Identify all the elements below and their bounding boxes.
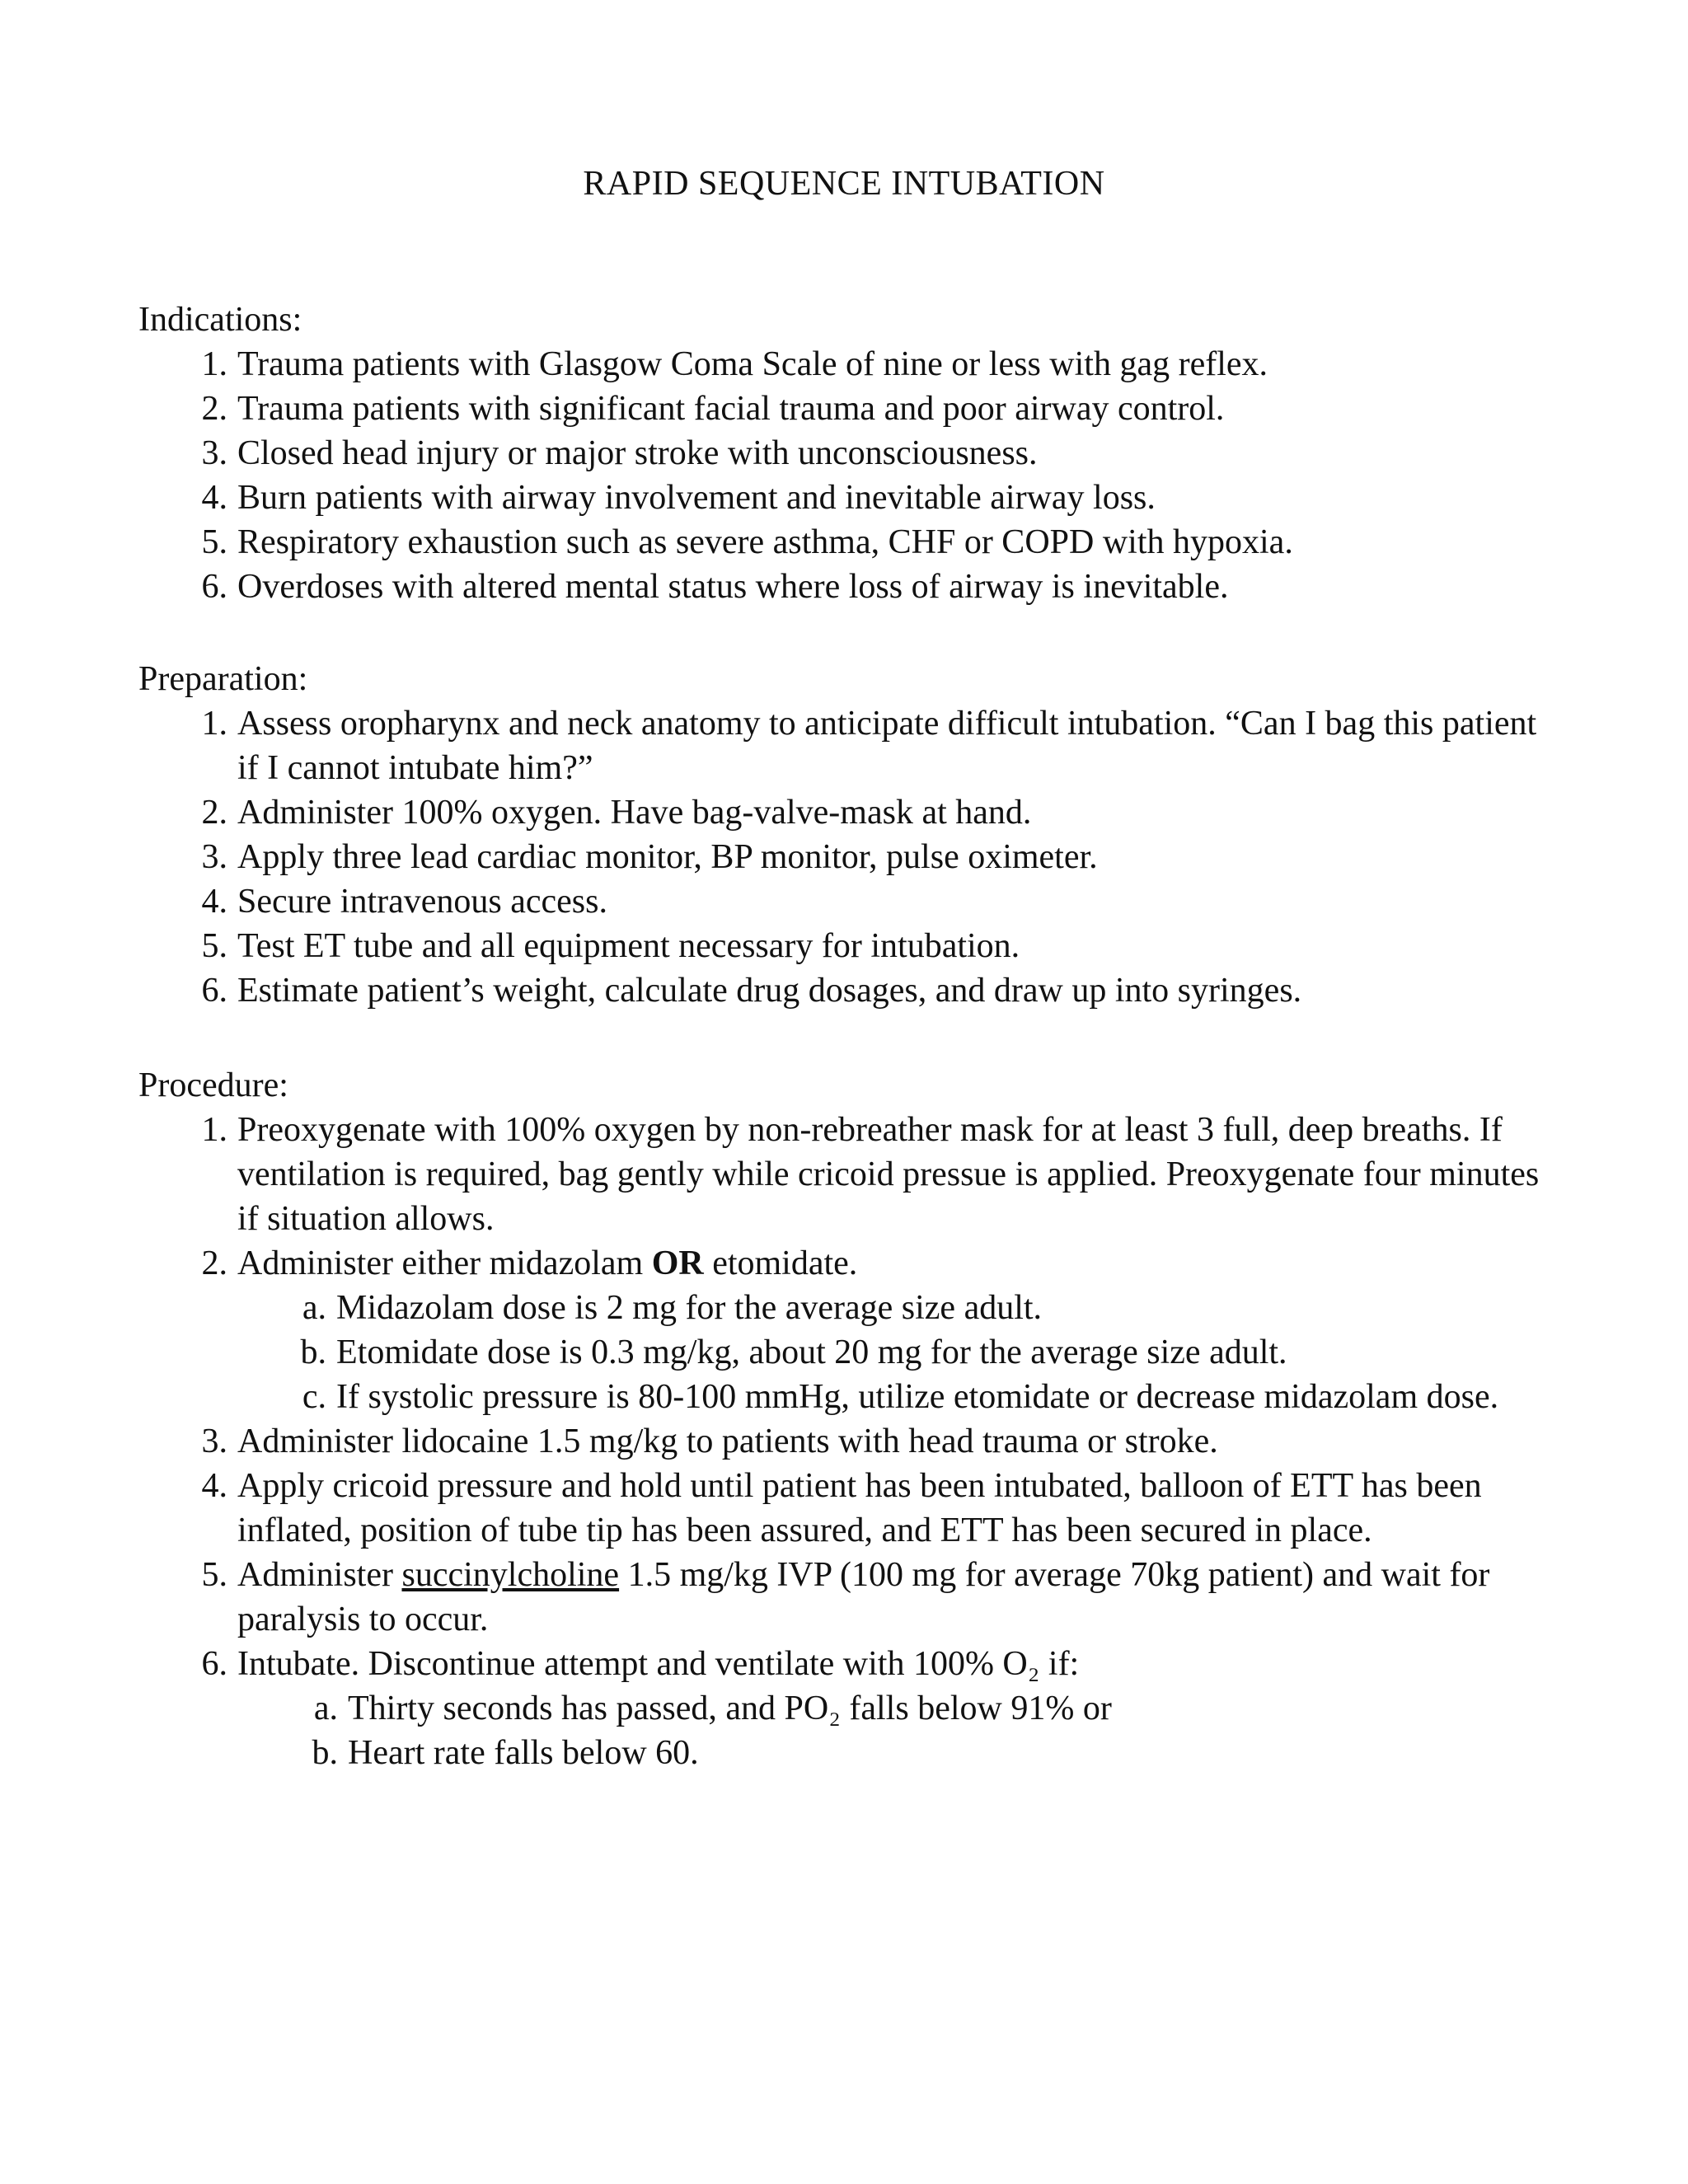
item-text: Administer either midazolam (237, 1244, 652, 1282)
list-item (138, 1108, 1556, 1241)
underlined-drug-name: succinylcholine (401, 1556, 620, 1594)
list-item (138, 790, 1556, 835)
emphasis-or: OR (651, 1244, 704, 1282)
item-number: 6. (201, 1645, 227, 1683)
list-item (138, 1553, 1556, 1642)
item-number: 2. (201, 390, 227, 428)
item-number: 4. (201, 479, 227, 517)
item-text: etomidate. (703, 1244, 858, 1282)
list-item (138, 387, 1556, 431)
list-item (138, 565, 1556, 609)
sub-item-text: Heart rate falls below 60. (348, 1734, 699, 1772)
sub-list (237, 1686, 1556, 1775)
list-item (138, 701, 1556, 790)
item-number: 5. (201, 927, 227, 965)
item-text: Apply cricoid pressure and hold until patient has been intubated, balloon of ETT has been inflated, position of tube tip has been assured, and ETT has been secured in place. (237, 1467, 1482, 1549)
list-item (138, 342, 1556, 387)
item-number: 2. (201, 794, 227, 832)
item-text: Closed head injury or major stroke with unconsciousness. (237, 434, 1038, 472)
sub-item-letter: c. (302, 1378, 326, 1416)
sub-item-letter: b. (300, 1333, 326, 1371)
sub-list-item (237, 1375, 1556, 1419)
sub-item-text: Thirty seconds has passed, and PO₂ falls below 91% or (348, 1690, 1112, 1727)
preparation-list (138, 701, 1556, 1013)
item-text: Administer lidocaine 1.5 mg/kg to patients with head trauma or stroke. (237, 1422, 1218, 1460)
procedure-heading: Procedure: (138, 1066, 288, 1104)
item-number: 5. (201, 1556, 227, 1594)
item-text: Burn patients with airway involvement and inevitable airway loss. (237, 479, 1156, 517)
sub-item-text: If systolic pressure is 80-100 mmHg, utilize etomidate or decrease midazolam dose. (336, 1378, 1499, 1416)
item-text: Intubate. Discontinue attempt and ventilate with 100% O₂ if: (237, 1645, 1080, 1683)
item-text: Trauma patients with significant facial trauma and poor airway control. (237, 390, 1225, 428)
item-number: 1. (201, 345, 227, 383)
sub-list-item (237, 1686, 1556, 1731)
preparation-heading: Preparation: (138, 660, 308, 698)
item-number: 1. (201, 1111, 227, 1149)
item-text: Preoxygenate with 100% oxygen by non-rebreather mask for at least 3 full, deep breaths. If ventilation is required, bag gently while cricoid pressue is applied. Preoxygenate four minutes if situation allows. (237, 1111, 1540, 1238)
item-text: Trauma patients with Glasgow Coma Scale of nine or less with gag reflex. (237, 345, 1268, 383)
item-number: 2. (201, 1244, 227, 1282)
item-text: Administer 100% oxygen. Have bag-valve-mask at hand. (237, 794, 1032, 832)
list-item (138, 924, 1556, 968)
item-text: Overdoses with altered mental status where loss of airway is inevitable. (237, 568, 1229, 606)
item-text: Administer (237, 1556, 402, 1594)
item-number: 4. (201, 1467, 227, 1505)
preparation-section (138, 657, 1556, 1013)
item-text: Test ET tube and all equipment necessary for intubation. (237, 927, 1020, 965)
indications-section (138, 298, 1556, 609)
item-number: 5. (201, 523, 227, 561)
sub-list-item (237, 1731, 1556, 1775)
item-text: Secure intravenous access. (237, 883, 607, 921)
item-number: 4. (201, 883, 227, 921)
list-item (138, 1419, 1556, 1464)
list-item (138, 1642, 1556, 1775)
sub-item-text: Etomidate dose is 0.3 mg/kg, about 20 mg for the average size adult. (336, 1333, 1287, 1371)
sub-item-letter: b. (312, 1734, 338, 1772)
item-number: 3. (201, 434, 227, 472)
list-item (138, 968, 1556, 1013)
sub-item-letter: a. (313, 1690, 338, 1727)
indications-heading: Indications: (138, 301, 302, 339)
page-title: RAPID SEQUENCE INTUBATION (583, 165, 1105, 203)
sub-list-item (237, 1286, 1556, 1330)
sub-item-letter: a. (302, 1289, 326, 1327)
item-text: Apply three lead cardiac monitor, BP monitor, pulse oximeter. (237, 838, 1098, 876)
list-item (138, 835, 1556, 879)
list-item (138, 1464, 1556, 1553)
item-number: 6. (201, 568, 227, 606)
list-item (138, 520, 1556, 565)
item-text: Assess oropharynx and neck anatomy to anticipate difficult intubation. “Can I bag this patient if I cannot intubate him?” (237, 705, 1537, 787)
indications-list (138, 342, 1556, 609)
item-number: 6. (201, 972, 227, 1010)
list-item (138, 476, 1556, 520)
sub-list (237, 1286, 1556, 1419)
item-number: 3. (201, 1422, 227, 1460)
sub-list-item (237, 1330, 1556, 1375)
list-item (138, 1241, 1556, 1419)
item-text: Respiratory exhaustion such as severe asthma, CHF or COPD with hypoxia. (237, 523, 1293, 561)
procedure-section (138, 1063, 1556, 1775)
list-item (138, 431, 1556, 476)
item-text: Estimate patient’s weight, calculate drug dosages, and draw up into syringes. (237, 972, 1302, 1010)
item-text: 1.5 mg/kg IVP (100 mg for average 70kg patient) and wait for paralysis to occur. (237, 1556, 1490, 1638)
item-number: 1. (201, 705, 227, 743)
list-item (138, 879, 1556, 924)
procedure-list (138, 1108, 1556, 1775)
item-number: 3. (201, 838, 227, 876)
sub-item-text: Midazolam dose is 2 mg for the average size adult. (336, 1289, 1043, 1327)
